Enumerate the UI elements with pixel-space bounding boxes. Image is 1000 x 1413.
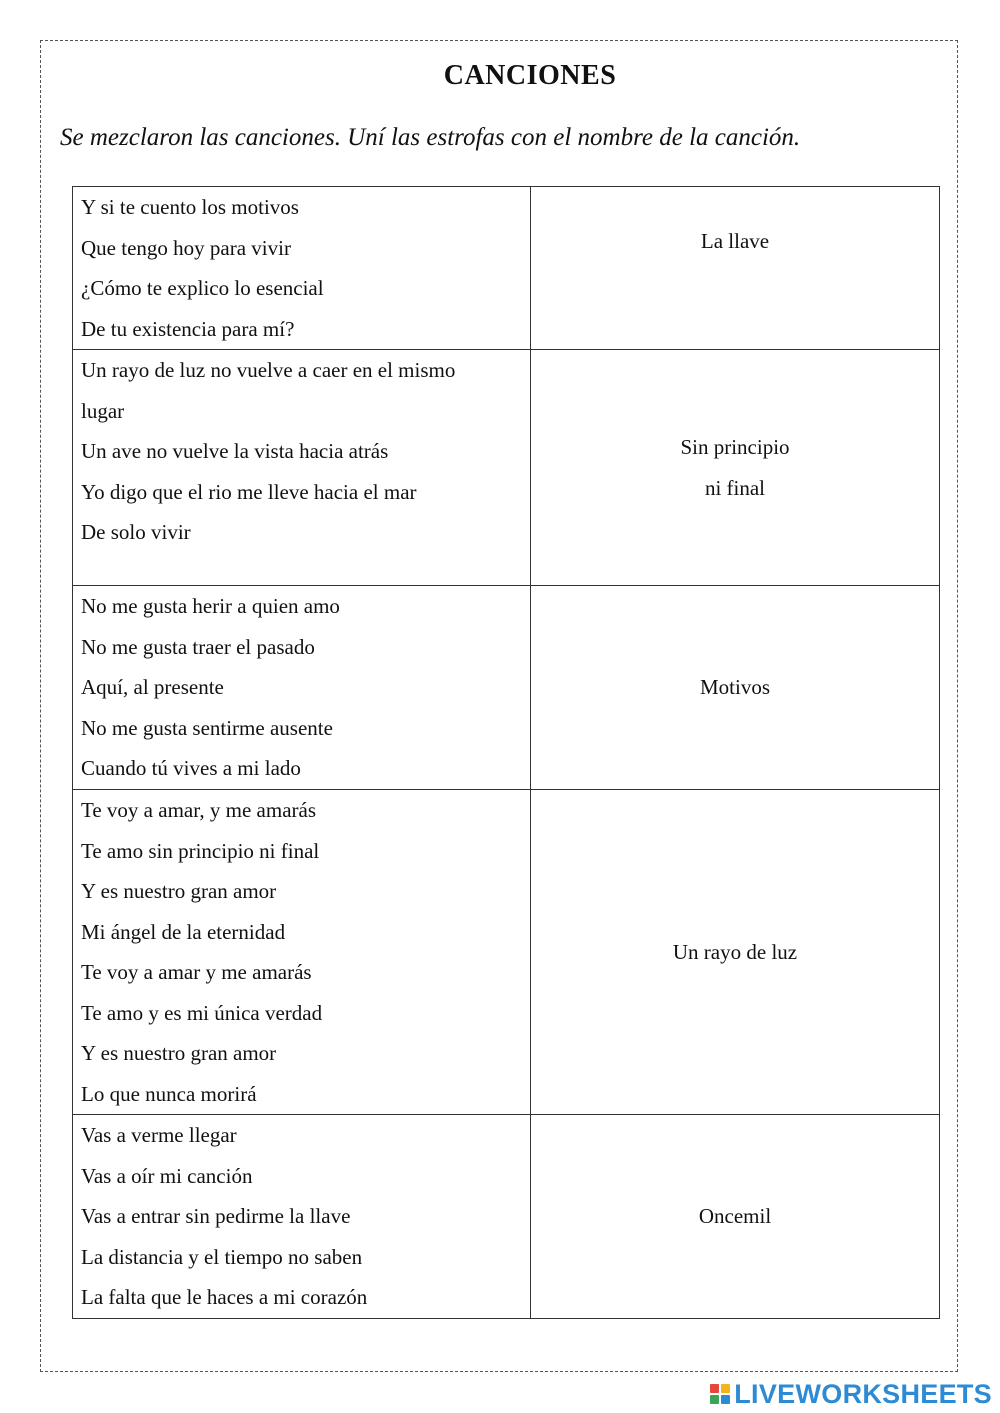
table-row	[73, 790, 940, 1115]
stanza-line: Y es nuestro gran amor	[81, 1041, 277, 1065]
stanza-line: Un rayo de luz no vuelve a caer en el mismo	[81, 358, 456, 382]
stanza-line: Que tengo hoy para vivir	[81, 235, 291, 260]
song-title: La llave	[700, 229, 770, 253]
stanza-line: lugar	[81, 398, 125, 423]
stanza-line: De solo vivir	[81, 520, 191, 544]
song-title: Motivos	[699, 675, 770, 700]
logo-square	[710, 1384, 719, 1393]
table-row	[73, 1115, 940, 1319]
liveworksheets-logo-icon	[710, 1384, 730, 1404]
stanza-line: Vas a oír mi canción	[81, 1163, 253, 1188]
stanza-line: Cuando tú vives a mi lado	[81, 756, 301, 780]
stanza-line: La distancia y el tiempo no saben	[81, 1244, 363, 1269]
logo-square	[721, 1384, 730, 1393]
brand-text: LIVEWORKSHEETS	[734, 1378, 992, 1409]
page-title: CANCIONES	[443, 60, 617, 91]
stanza-line: ¿Cómo te explico lo esencial	[81, 276, 324, 300]
stanza-cell	[73, 350, 531, 586]
stanza-cell	[73, 790, 531, 1115]
song-title: Sin principio	[680, 435, 790, 459]
matching-table	[72, 186, 940, 1319]
stanza-line: Vas a verme llegar	[81, 1123, 237, 1147]
stanza-line: Te amo y es mi única verdad	[81, 1000, 323, 1025]
song-cell[interactable]	[531, 1115, 940, 1319]
stanza-line: No me gusta traer el pasado	[81, 634, 315, 659]
stanza-cell	[73, 586, 531, 790]
stanza-line: Mi ángel de la eternidad	[81, 919, 286, 944]
stanza-line: Vas a entrar sin pedirme la llave	[81, 1204, 351, 1228]
song-title: ni final	[704, 475, 766, 500]
song-cell[interactable]	[531, 790, 940, 1115]
stanza-line: No me gusta sentirme ausente	[81, 715, 333, 740]
logo-square	[721, 1395, 730, 1404]
table-row	[73, 350, 940, 586]
stanza-line: Te voy a amar, y me amarás	[81, 798, 316, 822]
brand-watermark	[710, 1379, 992, 1409]
stanza-line: De tu existencia para mí?	[81, 316, 295, 341]
song-cell[interactable]	[531, 187, 940, 350]
stanza-line: No me gusta herir a quien amo	[81, 594, 340, 618]
stanza-line: Un ave no vuelve la vista hacia atrás	[81, 439, 389, 463]
stanza-line: Aquí, al presente	[81, 675, 224, 699]
song-cell[interactable]	[531, 586, 940, 790]
logo-square	[710, 1395, 719, 1404]
stanza-cell	[73, 187, 531, 350]
stanza-line: Y si te cuento los motivos	[81, 195, 299, 219]
song-title: Un rayo de luz	[672, 939, 798, 964]
instructions: Se mezclaron las canciones. Uní las estrofas con el nombre de la canción.	[60, 124, 801, 151]
stanza-cell	[73, 1115, 531, 1319]
stanza-line: Yo digo que el rio me lleve hacia el mar	[81, 479, 417, 504]
stanza-line: Te amo sin principio ni final	[81, 838, 320, 863]
table-row	[73, 586, 940, 790]
stanza-line: Y es nuestro gran amor	[81, 879, 277, 903]
stanza-line: La falta que le haces a mi corazón	[81, 1285, 368, 1309]
table-row	[73, 187, 940, 350]
song-cell[interactable]	[531, 350, 940, 586]
stanza-line: Te voy a amar y me amarás	[81, 960, 312, 984]
song-title: Oncemil	[698, 1204, 772, 1228]
stanza-line: Lo que nunca morirá	[81, 1081, 257, 1106]
